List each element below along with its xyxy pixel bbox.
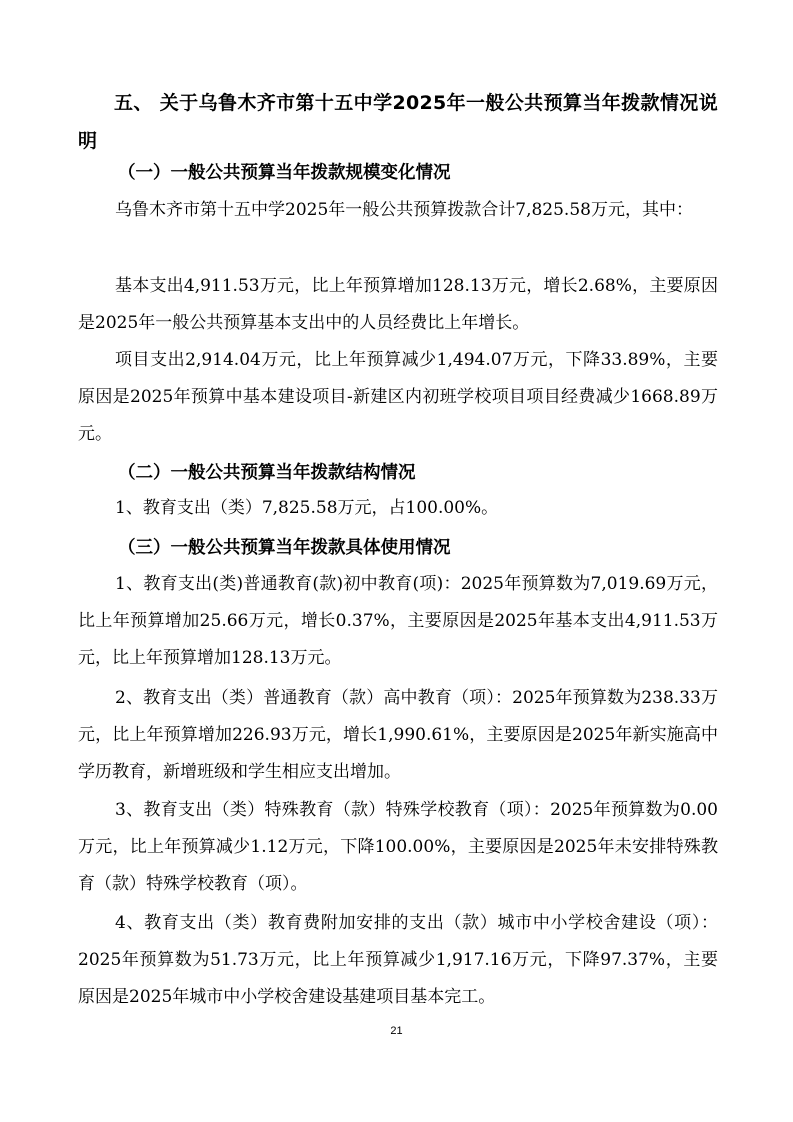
section-heading: 五、 关于乌鲁木齐市第十五中学2025年一般公共预算当年拨款情况说明 bbox=[78, 92, 718, 152]
sub1-paragraph-2: 基本支出4,911.53万元，比上年预算增加128.13万元，增长2.68%，主要原因是2025年一般公共预算基本支出中的人员经费比上年增长。 bbox=[78, 276, 718, 333]
sub1-paragraph-1: 乌鲁木齐市第十五中学2025年一般公共预算拨款合计7,825.58万元，其中： bbox=[115, 200, 693, 220]
subsection-1-heading: （一）一般公共预算当年拨款规模变化情况 bbox=[118, 163, 451, 183]
sub3-paragraph-4: 4、教育支出（类）教育费附加安排的支出（款）城市中小学校舍建设（项）：2025年预算数为51.73万元，比上年预算减少1,917.16万元，下降97.37%，主要原因是2025年城市中小学校舍建设基建项目基本完工。 bbox=[78, 913, 718, 1007]
page-number: 21 bbox=[390, 1025, 403, 1037]
subsection-3-heading: （三）一般公共预算当年拨款具体使用情况 bbox=[118, 538, 451, 558]
sub1-paragraph-3: 项目支出2,914.04万元，比上年预算减少1,494.07万元，下降33.89%，主要原因是2025年预算中基本建设项目-新建区内初班学校项目项目经费减少1668.89万元。 bbox=[78, 350, 718, 444]
subsection-2-heading: （二）一般公共预算当年拨款结构情况 bbox=[118, 463, 416, 483]
sub3-paragraph-1: 1、教育支出(类)普通教育(款)初中教育(项)：2025年预算数为7,019.69万元，比上年预算增加25.66万元，增长0.37%，主要原因是2025年基本支出4,911.53万元，比上年预算增加128.13万元。 bbox=[78, 574, 718, 668]
sub2-paragraph-1: 1、教育支出（类）7,825.58万元，占100.00%。 bbox=[115, 498, 499, 518]
sub3-paragraph-3: 3、教育支出（类）特殊教育（款）特殊学校教育（项）：2025年预算数为0.00万元，比上年预算减少1.12万元，下降100.00%，主要原因是2025年未安排特殊教育（款）特殊学校教育（项）。 bbox=[78, 800, 718, 894]
sub3-paragraph-2: 2、教育支出（类）普通教育（款）高中教育（项）：2025年预算数为238.33万元，比上年预算增加226.93万元，增长1,990.61%，主要原因是2025年新实施高中学历教育，新增班级和学生相应支出增加。 bbox=[78, 688, 718, 782]
